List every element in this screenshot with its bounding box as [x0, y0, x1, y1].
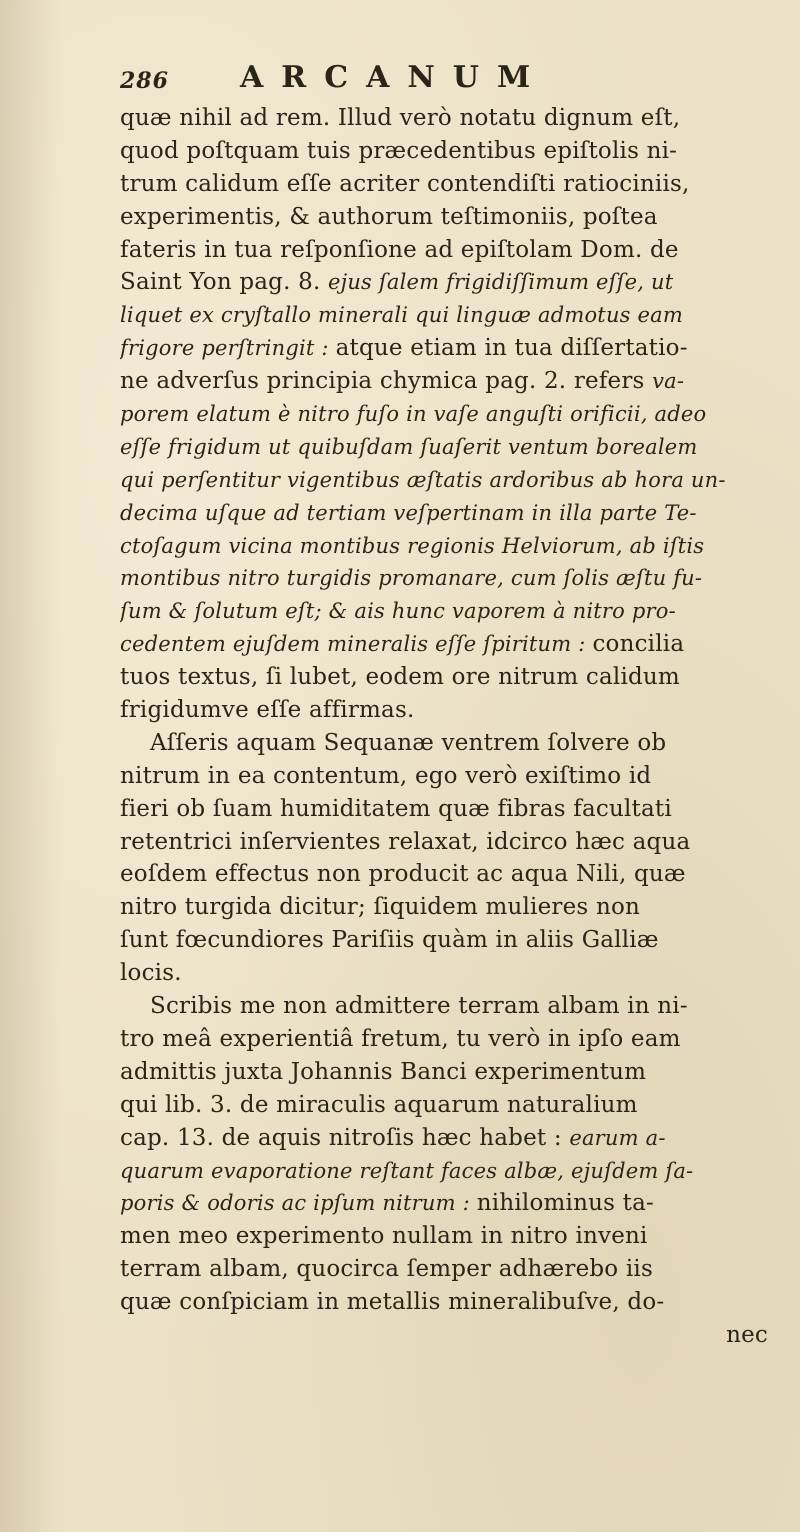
italic-text-segment: cedentem ejuſdem mineralis eſſe ſpiritum : — [120, 632, 593, 657]
text-line — [120, 431, 772, 464]
text-line — [120, 168, 772, 201]
text-line — [120, 1286, 772, 1319]
italic-text-segment: porem elatum è nitro fuſo in vaſe anguſti orificii, adeo — [120, 402, 707, 427]
italic-text-segment: ejus ſalem frigidiſſimum eſſe, ut — [327, 270, 674, 295]
text-line — [120, 924, 772, 957]
text-line — [120, 1187, 772, 1220]
text-segment: quæ conſpiciam in metallis mineralibuſve, do- — [120, 1289, 665, 1316]
text-line — [120, 1155, 772, 1188]
text-segment: trum calidum eſſe acriter contendiſti ratiociniis, — [120, 170, 690, 197]
text-segment: locis. — [120, 960, 182, 987]
italic-text-segment: qui perſentitur vigentibus æſtatis ardoribus ab hora un- — [120, 467, 726, 492]
italic-text-segment: montibus nitro turgidis promanare, cum ſolis æſtu fu- — [120, 566, 703, 591]
italic-text-segment: liquet ex cryſtallo minerali qui linguæ admotus eam — [120, 303, 683, 328]
text-line — [120, 102, 772, 135]
text-segment: Saint Yon pag. 8. — [120, 269, 328, 296]
italic-text-segment: poris & odoris ac ipſum nitrum : — [120, 1191, 477, 1216]
text-line — [120, 760, 772, 793]
text-segment: tuos textus, ſi lubet, eodem ore nitrum calidum — [120, 664, 680, 691]
text-line — [120, 266, 772, 299]
text-line — [120, 858, 772, 891]
text-segment: nec — [726, 1321, 768, 1348]
text-segment: fateris in tua reſponſione ad epiſtolam Dom. de — [120, 236, 679, 263]
text-segment: quæ nihil ad rem. Illud verò notatu dignum eſt, — [120, 105, 681, 131]
text-line — [120, 365, 772, 398]
text-segment: admittis juxta Johannis Banci experimentum — [120, 1058, 647, 1085]
text-segment: fieri ob ſuam humiditatem quæ fibras facultati — [120, 795, 672, 822]
text-line — [120, 530, 772, 563]
gutter-shadow — [0, 0, 60, 1532]
italic-text-segment: ctoſagum vicina montibus regionis Helviorum, ab iſtis — [120, 533, 705, 558]
text-line — [120, 135, 772, 168]
text-line — [120, 1319, 772, 1352]
text-line — [120, 1253, 772, 1286]
text-segment: frigidumve eſſe affirmas. — [120, 697, 415, 724]
text-segment: nitrum in ea contentum, ego verò exiſtimo id — [120, 762, 652, 789]
page-header — [120, 60, 760, 100]
text-segment: nitro turgida dicitur; ſiquidem mulieres non — [120, 894, 641, 921]
text-line — [120, 661, 772, 694]
text-segment: atque etiam in tua diſſertatio- — [335, 335, 688, 362]
page-number: 286 — [120, 68, 169, 94]
text-line — [120, 201, 772, 234]
text-line — [120, 793, 772, 826]
italic-text-segment: decima uſque ad tertiam veſpertinam in illa parte Te- — [120, 500, 697, 525]
text-line — [120, 1220, 772, 1253]
text-segment: terram albam, quocirca ſemper adhærebo iis — [120, 1256, 653, 1283]
text-line — [120, 1122, 772, 1155]
text-segment: experimentis, & authorum teſtimoniis, poſtea — [120, 203, 658, 230]
text-line — [120, 299, 772, 332]
text-segment: nihilominus ta- — [476, 1190, 654, 1217]
text-line — [120, 497, 772, 530]
italic-text-segment: earum a- — [569, 1125, 666, 1150]
text-line — [120, 595, 772, 628]
text-line — [120, 562, 772, 595]
text-line — [120, 1089, 772, 1122]
text-segment: Scribis me non admittere terram albam in ni- — [150, 993, 688, 1020]
italic-text-segment: ſum & ſolutum eſt; & ais hunc vaporem à nitro pro- — [120, 599, 676, 624]
text-line — [120, 332, 772, 365]
text-line — [120, 464, 772, 497]
text-segment: concilia — [592, 631, 685, 658]
text-segment: cap. 13. de aquis nitroſis hæc habet : — [120, 1124, 570, 1151]
text-line — [120, 826, 772, 859]
text-segment: quod poſtquam tuis præcedentibus epiſtolis ni- — [120, 137, 678, 164]
text-segment: retentrici inſervientes relaxat, idcirco hæc aqua — [120, 828, 691, 855]
italic-text-segment: frigore perſtringit : — [120, 336, 336, 361]
italic-text-segment: quarum evaporatione reſtant faces albæ, ejuſdem ſa- — [120, 1158, 694, 1183]
text-segment: eoſdem effectus non producit ac aqua Nili, quæ — [120, 861, 686, 888]
text-segment: Aſſeris aquam Sequanæ ventrem ſolvere ob — [150, 729, 667, 756]
text-segment: ne adverſus principia chymica pag. 2. refers — [120, 368, 653, 395]
text-segment: ſunt fœcundiores Pariſiis quàm in aliis Galliæ — [120, 927, 659, 954]
text-segment: qui lib. 3. de miraculis aquarum naturalium — [120, 1091, 638, 1118]
text-line — [120, 628, 772, 661]
italic-text-segment: eſſe frigidum ut quibuſdam ſuaſerit ventum borealem — [120, 434, 698, 459]
text-line — [120, 1023, 772, 1056]
text-segment: tro meâ experientiâ fretum, tu verò in ipſo eam — [120, 1025, 681, 1052]
text-line — [120, 891, 772, 924]
text-line — [120, 694, 772, 727]
text-line — [120, 727, 772, 760]
running-head: ARCANUM — [240, 60, 549, 95]
text-line — [120, 234, 772, 267]
text-segment: men meo experimento nullam in nitro inveni — [120, 1223, 648, 1250]
text-line — [120, 398, 772, 431]
italic-text-segment: va- — [652, 369, 685, 394]
text-line — [120, 1056, 772, 1089]
text-line — [120, 990, 772, 1023]
body-text — [120, 102, 772, 1352]
text-line — [120, 957, 772, 990]
